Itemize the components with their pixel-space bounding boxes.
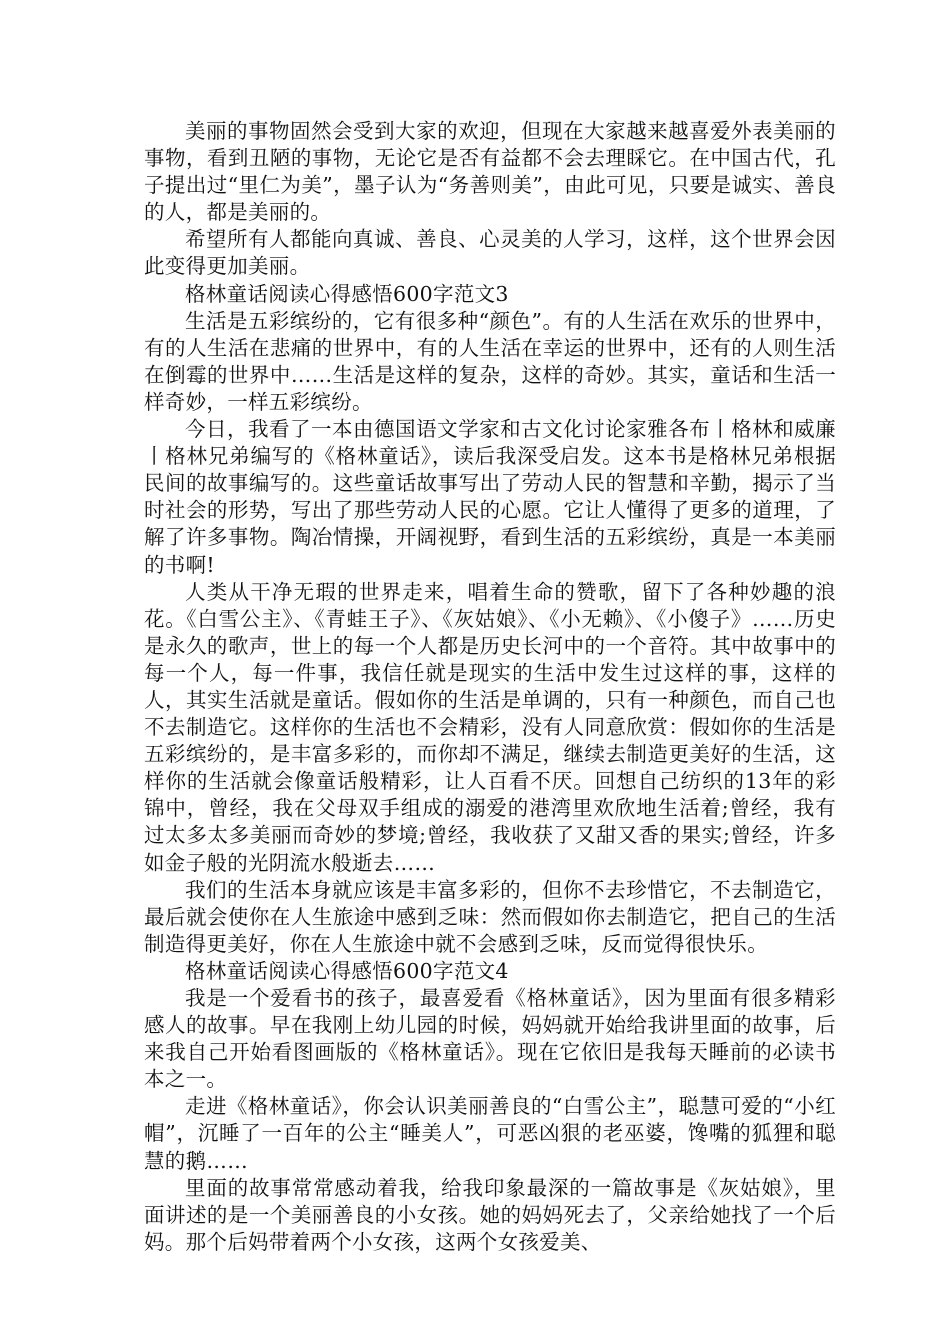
paragraph: 美丽的事物固然会受到大家的欢迎，但现在大家越来越喜爱外表美丽的事物，看到丑陋的事物，无论它是否有益都不会去理睬它。在中国古代，孔子提出过“里仁为美”，墨子认为“务善则美”，由此可见，只要是诚实、善良的人，都是美丽的。	[144, 119, 836, 225]
paragraph: 我们的生活本身就应该是丰富多彩的，但你不去珍惜它，不去制造它，最后就会使你在人生旅途中感到乏味：然而假如你去制造它，把自己的生活制造得更美好，你在人生旅途中就不会感到乏味，反而觉得很快乐。	[144, 877, 836, 956]
paragraph: 人类从干净无瑕的世界走来，唱着生命的赞歌，留下了各种妙趣的浪花。《白雪公主》、《青蛙王子》、《灰姑娘》、《小无赖》、《小傻子》……历史是永久的歌声，世上的每一个人都是历史长河中的一个音符。其中故事中的每一个人，每一件事，我信任就是现实的生活中发生过这样的事，这样的人，其实生活就是童话。假如你的生活是单调的，只有一种颜色，而自己也不去制造它。这样你的生活也不会精彩，没有人同意欣赏：假如你的生活是五彩缤纷的，是丰富多彩的，而你却不满足，继续去制造更美好的生活，这样你的生活就会像童话般精彩，让人百看不厌。回想自己纺织的13年的彩锦中，曾经，我在父母双手组成的溺爱的港湾里欢欣地生活着;曾经，我有过太多太多美丽而奇妙的梦境;曾经，我收获了又甜又香的果实;曾经，许多如金子般的光阴流水般逝去……	[144, 579, 836, 875]
article-body	[144, 118, 836, 1256]
paragraph: 我是一个爱看书的孩子，最喜爱看《格林童话》，因为里面有很多精彩感人的故事。早在我刚上幼儿园的时候，妈妈就开始给我讲里面的故事，后来我自己开始看图画版的《格林童话》。现在它依旧是我每天睡前的必读书本之一。	[144, 986, 836, 1092]
paragraph: 希望所有人都能向真诚、善良、心灵美的人学习，这样，这个世界会因此变得更加美丽。	[144, 227, 836, 279]
paragraph: 生活是五彩缤纷的，它有很多种“颜色”。有的人生活在欢乐的世界中，有的人生活在悲痛的世界中，有的人生活在幸运的世界中，还有的人则生活在倒霉的世界中……生活是这样的复杂，这样的奇妙。其实，童话和生活一样奇妙，一样五彩缤纷。	[144, 308, 836, 414]
paragraph: 走进《格林童话》，你会认识美丽善良的“白雪公主”，聪慧可爱的“小红帽”，沉睡了一百年的公主“睡美人”，可恶凶狠的老巫婆，馋嘴的狐狸和聪慧的鹅……	[144, 1094, 836, 1173]
section-heading: 格林童话阅读心得感悟600字范文3	[185, 281, 509, 306]
section-heading: 格林童话阅读心得感悟600字范文4	[185, 958, 509, 983]
paragraph: 今日，我看了一本由德国语文学家和古文化讨论家雅各布丨格林和威廉丨格林兄弟编写的《格林童话》，读后我深受启发。这本书是格林兄弟根据民间的故事编写的。这些童话故事写出了劳动人民的智慧和辛勤，揭示了当时社会的形势，写出了那些劳动人民的心愿。它让人懂得了更多的道理，了解了许多事物。陶冶情操，开阔视野，看到生活的五彩缤纷，真是一本美丽的书啊!	[144, 417, 836, 577]
paragraph: 里面的故事常常感动着我，给我印象最深的一篇故事是《灰姑娘》，里面讲述的是一个美丽善良的小女孩。她的妈妈死去了，父亲给她找了一个后妈。那个后妈带着两个小女孩，这两个女孩爱美、	[144, 1175, 836, 1254]
